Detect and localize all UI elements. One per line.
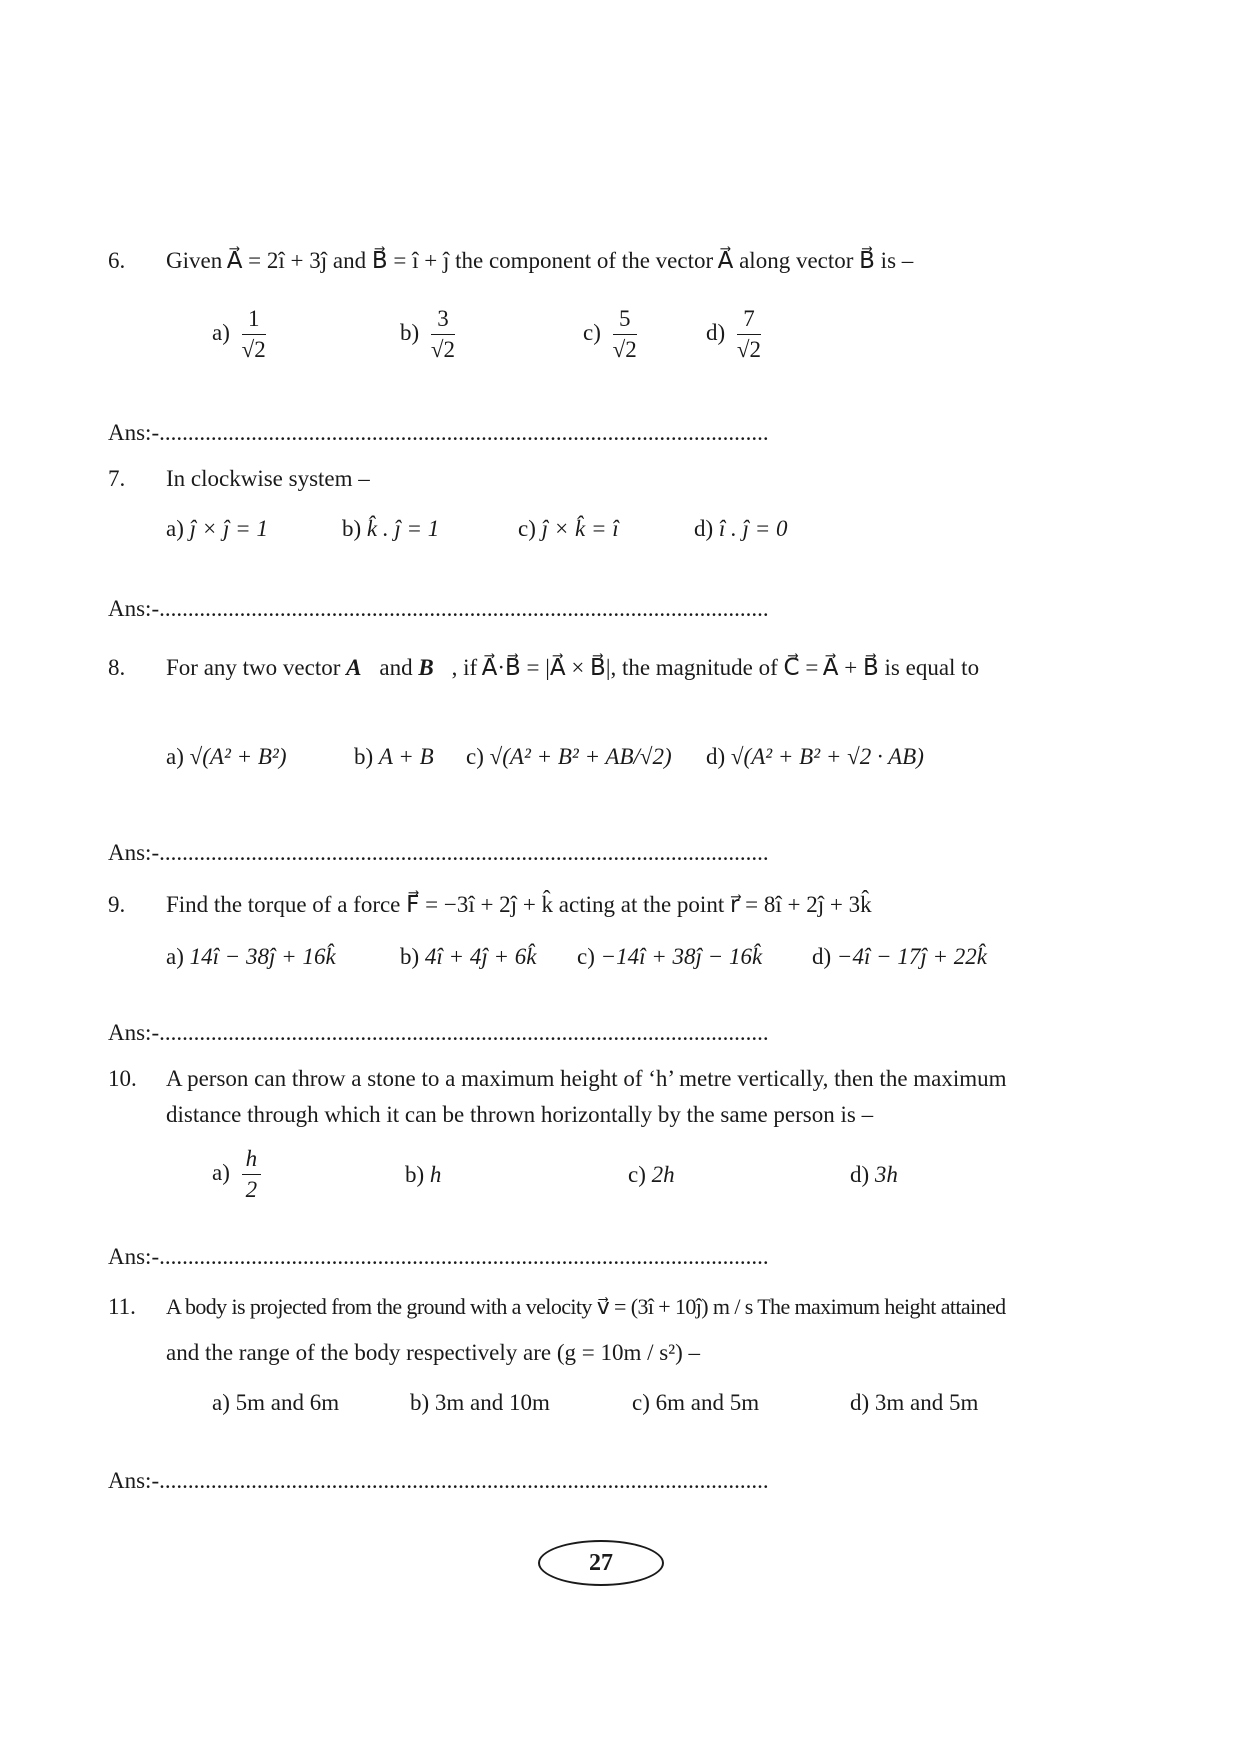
- fraction-denominator: 2: [245, 1177, 258, 1202]
- question-number: 7.: [108, 466, 126, 491]
- option-d[interactable]: [812, 944, 987, 970]
- option-value: 2h: [651, 1162, 675, 1187]
- option-value: √(A² + B² + AB/√2): [489, 744, 672, 769]
- option-a[interactable]: [166, 944, 336, 970]
- option-d[interactable]: [706, 306, 761, 363]
- option-fraction: [242, 306, 266, 363]
- option-label: c): [466, 744, 484, 769]
- option-value: ĵ × k̂ = î: [541, 516, 619, 541]
- option-value: 6m and 5m: [655, 1390, 760, 1415]
- option-label: b): [410, 1390, 430, 1415]
- option-value: √(A² + B² + √2 · AB): [730, 744, 924, 769]
- fraction-denominator: √2: [430, 337, 456, 362]
- option-a[interactable]: [212, 306, 266, 363]
- option-label: c): [518, 516, 536, 541]
- option-d[interactable]: [706, 744, 924, 770]
- option-value: 3h: [874, 1162, 898, 1187]
- option-label: c): [577, 944, 595, 969]
- option-value: ĵ × ĵ = 1: [189, 516, 268, 541]
- option-value: h: [429, 1162, 442, 1187]
- option-fraction: [242, 1146, 262, 1203]
- fraction-numerator: 7: [737, 306, 761, 335]
- option-label: c): [628, 1162, 646, 1187]
- option-label: d): [850, 1390, 870, 1415]
- question-text: Find the torque of a force F⃗ = −3î + 2ĵ + k̂ acting at the point r⃗ = 8î + 2ĵ + 3k̂: [166, 892, 872, 917]
- answer-line[interactable]: Ans:-..........................................................................................................: [108, 596, 769, 621]
- option-label: a): [166, 516, 184, 541]
- question-text-line2: distance through which it can be thrown horizontally by the same person is –: [166, 1102, 874, 1127]
- option-value: −14î + 38ĵ − 16k̂: [600, 944, 763, 969]
- option-value: 3m and 10m: [434, 1390, 550, 1415]
- option-a[interactable]: [166, 516, 268, 542]
- question-number: 8.: [108, 655, 126, 680]
- option-b[interactable]: [342, 516, 439, 542]
- question-number: 6.: [108, 248, 126, 273]
- option-label: c): [583, 319, 601, 345]
- option-b[interactable]: [400, 306, 455, 363]
- option-label: a): [212, 319, 230, 345]
- question-number: 10.: [108, 1066, 137, 1091]
- option-label: d): [850, 1162, 870, 1187]
- fraction-denominator: √2: [241, 337, 266, 362]
- option-d[interactable]: [694, 516, 787, 542]
- option-c[interactable]: [518, 516, 619, 542]
- option-label: b): [400, 944, 420, 969]
- option-value: k̂ . ĵ = 1: [366, 516, 440, 541]
- answer-line[interactable]: Ans:-..........................................................................................................: [108, 1244, 769, 1269]
- question-text-part: For any two vector: [166, 655, 347, 680]
- option-label: a): [212, 1159, 230, 1185]
- option-value: 5m and 6m: [235, 1390, 340, 1415]
- answer-line[interactable]: Ans:-..........................................................................................................: [108, 420, 769, 445]
- option-value: 4î + 4ĵ + 6k̂: [424, 944, 537, 969]
- option-a[interactable]: [212, 1390, 339, 1416]
- fraction-denominator: √2: [736, 337, 762, 362]
- option-fraction: [737, 306, 761, 363]
- option-c[interactable]: [628, 1162, 675, 1188]
- question-number: 9.: [108, 892, 126, 917]
- option-fraction: [613, 306, 637, 363]
- option-label: b): [405, 1162, 425, 1187]
- question-text: Given A⃗ = 2î + 3ĵ and B⃗ = î + ĵ the component of the vector A⃗ along vector B⃗ is –: [166, 248, 914, 273]
- fraction-numerator: 1: [242, 306, 266, 335]
- fraction-numerator: h: [242, 1146, 262, 1175]
- option-label: d): [706, 744, 726, 769]
- fraction-numerator: 5: [613, 306, 637, 335]
- vector-a: A⃗: [346, 655, 380, 680]
- option-value: −4î − 17ĵ + 22k̂: [836, 944, 987, 969]
- answer-line[interactable]: Ans:-..........................................................................................................: [108, 1468, 769, 1493]
- option-c[interactable]: [632, 1390, 759, 1416]
- option-label: a): [166, 944, 184, 969]
- option-value: 3m and 5m: [874, 1390, 979, 1415]
- option-b[interactable]: [405, 1162, 441, 1188]
- option-value: î . ĵ = 0: [718, 516, 788, 541]
- question-text: In clockwise system –: [166, 466, 370, 491]
- answer-line[interactable]: Ans:-..........................................................................................................: [108, 1020, 769, 1045]
- option-label: a): [212, 1390, 230, 1415]
- option-label: b): [400, 319, 420, 345]
- option-c[interactable]: [466, 744, 672, 770]
- option-label: b): [342, 516, 362, 541]
- question-text: [166, 655, 979, 681]
- option-b[interactable]: [354, 744, 434, 770]
- option-label: d): [706, 319, 726, 345]
- option-value: A + B: [378, 744, 434, 769]
- question-text-line1: A person can throw a stone to a maximum height of ‘h’ metre vertically, then the maximum: [166, 1066, 1007, 1091]
- vector-b: B⃗: [418, 655, 452, 680]
- option-b[interactable]: [410, 1390, 550, 1416]
- fraction-numerator: 3: [431, 306, 455, 335]
- question-text-line2: and the range of the body respectively are (g = 10m / s²) –: [166, 1340, 700, 1365]
- option-c[interactable]: [577, 944, 762, 970]
- option-label: a): [166, 744, 184, 769]
- option-b[interactable]: [400, 944, 536, 970]
- option-d[interactable]: [850, 1390, 978, 1416]
- question-text-line1: A body is projected from the ground with a velocity v⃗ = (3î + 10ĵ) m / s The maximum height attained: [166, 1294, 1006, 1319]
- page-number: 27: [538, 1540, 664, 1586]
- option-label: d): [812, 944, 832, 969]
- option-label: c): [632, 1390, 650, 1415]
- answer-line[interactable]: Ans:-..........................................................................................................: [108, 840, 769, 865]
- option-value: 14î − 38ĵ + 16k̂: [189, 944, 336, 969]
- option-d[interactable]: [850, 1162, 898, 1188]
- question-number: 11.: [108, 1294, 136, 1319]
- option-a[interactable]: [212, 1146, 261, 1203]
- option-a[interactable]: [166, 744, 286, 770]
- option-label: b): [354, 744, 374, 769]
- option-fraction: [431, 306, 455, 363]
- option-c[interactable]: [583, 306, 637, 363]
- question-text-part: , if A⃗·B⃗ = |A⃗ × B⃗|, the magnitude of C⃗ = A⃗ + B⃗ is equal to: [451, 655, 980, 680]
- question-text-part: and: [379, 655, 419, 680]
- option-value: √(A² + B²): [189, 744, 287, 769]
- fraction-denominator: √2: [612, 337, 637, 362]
- option-label: d): [694, 516, 714, 541]
